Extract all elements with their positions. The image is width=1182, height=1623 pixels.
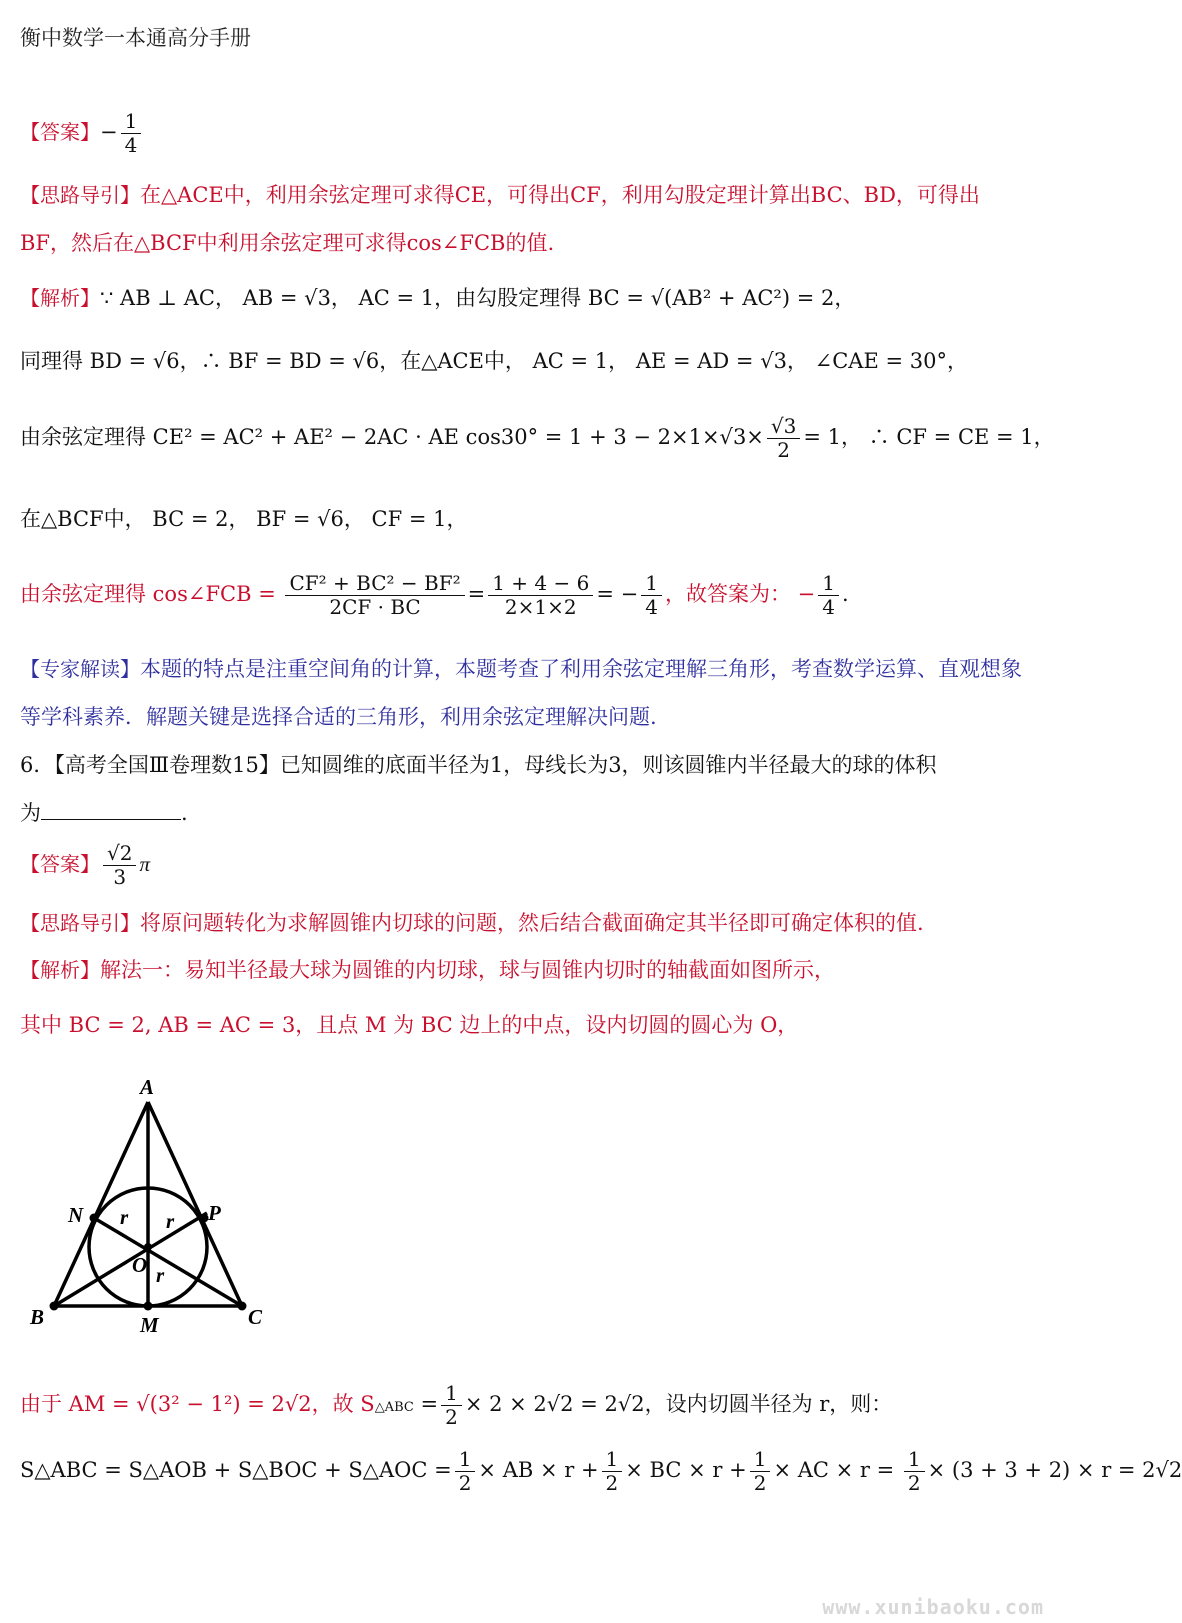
q5-expert-line1: 【专家解读】本题的特点是注重空间角的计算，本题考查了利用余弦定理解三角形，考查数学运算、直观想象 (20, 657, 1022, 681)
q6-stem-line1: 6．【高考全国Ⅲ卷理数15】已知圆维的底面半径为1，母线长为3，则该圆锥内半径最大的球的体积 (20, 753, 937, 777)
q5-analysis-line2: 同理得 BD = √6，∴ BF = BD = √6，在△ACE中， AC = 1， AE = AD = √3， ∠CAE = 30°， (20, 349, 968, 373)
label-b: B (30, 1305, 45, 1329)
q6-analysis-line1: 【解析】解法一：易知半径最大球为圆锥的内切球，球与圆锥内切时的轴截面如图所示， (20, 958, 835, 982)
point-o (144, 1243, 152, 1251)
q5-expert-line2: 等学科素养．解题关键是选择合适的三角形，利用余弦定理解决问题. (20, 705, 657, 729)
answer-sign: − (100, 120, 118, 144)
guide-tag: 【思路导引】 (20, 911, 140, 935)
answer-tag: 【答案】 (20, 852, 100, 876)
q5-guide-line1: 【思路导引】在△ACE中，利用余弦定理可求得CE，可得出CF，利用勾股定理计算出BC、BD，可得出 (20, 183, 980, 207)
point-m (144, 1302, 153, 1311)
label-r-bottom: r (156, 1263, 165, 1287)
label-m: M (140, 1313, 159, 1337)
q5-guide-line2: BF，然后在△BCF中利用余弦定理可求得cos∠FCB的值. (20, 231, 555, 255)
label-c: C (248, 1305, 263, 1329)
q6-calc-line1: 由于 AM = √(3² − 1²) = 2√2，故 S△ABC = $\frac{1}{2}$ × 2 × 2√2 = 2√2，设内切圆半径为 r，则： (20, 1381, 893, 1429)
q5-analysis-line1: 【解析】∵ AB ⊥ AC， AB = √3， AC = 1，由勾股定理得 BC = √(AB² + AC²) = 2， (20, 286, 856, 310)
q6-guide: 【思路导引】将原问题转化为求解圆锥内切球的问题，然后结合截面确定其半径即可确定体积的值. (20, 911, 924, 935)
q5-analysis-line3: 由余弦定理得 CE² = AC² + AE² − 2AC · AE cos30° = 1 + 3 − 2×1×√3× $\frac{√3}{2}$ = 1， ∴ CF = CE = 1， (20, 414, 1055, 462)
label-a: A (140, 1075, 155, 1099)
expert-tag: 【专家解读】 (20, 657, 140, 681)
point-n (90, 1214, 99, 1223)
q6-analysis-line2: 其中 BC = 2, AB = AC = 3，且点 M 为 BC 边上的中点，设内切圆的圆心为 O， (20, 1013, 799, 1037)
q6-answer: 【答案】 $\frac{√2}{3}$ π (20, 841, 150, 889)
label-r-right: r (166, 1209, 175, 1233)
answer-blank (41, 819, 181, 820)
analysis-tag: 【解析】 (20, 958, 100, 982)
label-n: N (68, 1203, 84, 1227)
q6-stem-line2: 为 . (20, 801, 188, 825)
point-c (238, 1302, 247, 1311)
label-o: O (132, 1253, 148, 1277)
guide-tag: 【思路导引】 (20, 183, 140, 207)
answer-fraction: $\frac{1}{4}$ (121, 110, 142, 157)
label-r-left: r (120, 1205, 129, 1229)
site-watermark: www.xunibaoku.com (822, 1595, 1044, 1619)
q5-analysis-line5: 由余弦定理得 cos∠FCB = $\frac{\text{CF² + BC² − BF²}}{2CF \cdot BC}$ = $\frac{1 + 4 - 6}{2\times 1\times 2}$ = − $\frac{1}{4}$ ，故答案为： − $\frac{1}{4}$ . (20, 571, 849, 619)
point-b (50, 1302, 59, 1311)
q5-answer (20, 110, 1060, 157)
label-p: P (208, 1201, 221, 1225)
analysis-tag: 【解析】 (20, 286, 100, 310)
page-header-title: 衡中数学一本通高分手册 (20, 26, 251, 50)
q6-calc-line2: S△ABC = S△AOB + S△BOC + S△AOC = $\frac{1}{2}$ × AB × r + $\frac{1}{2}$ × BC × r + $\frac{1}{2}$ × AC × r = $\frac{1}{2}$ × (3 + 3 + 2) × r = 2√2 (20, 1447, 1182, 1495)
answer-tag: 【答案】 (20, 120, 100, 144)
q5-analysis-line4: 在△BCF中， BC = 2， BF = √6， CF = 1， (20, 507, 468, 531)
triangle-incircle-diagram (20, 1072, 280, 1342)
